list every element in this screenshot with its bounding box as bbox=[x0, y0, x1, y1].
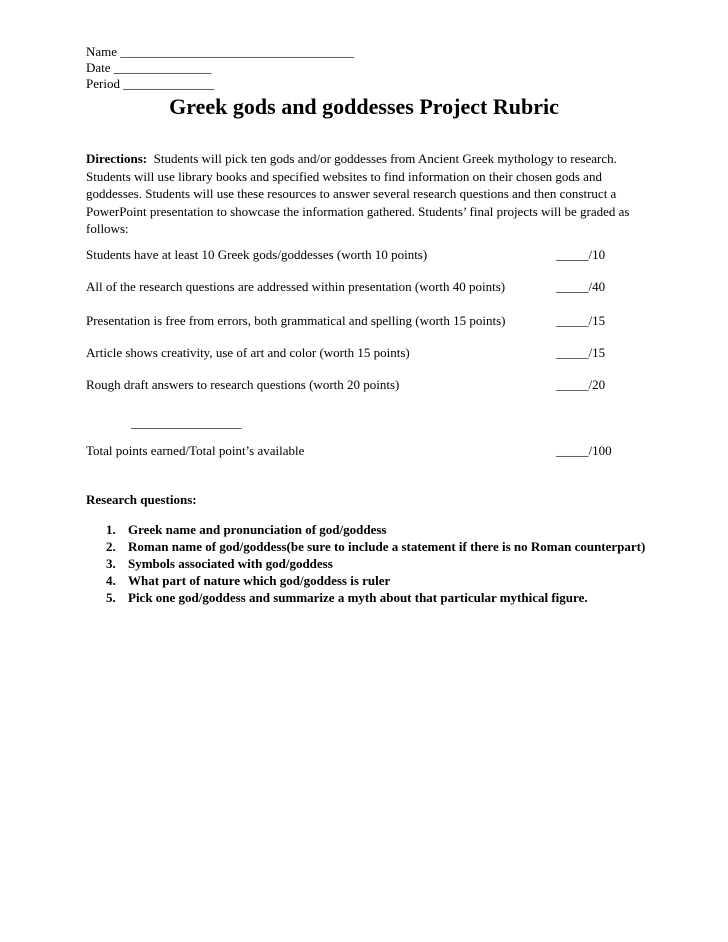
list-item-number: 2. bbox=[106, 539, 116, 554]
list-item-text: Roman name of god/goddess(be sure to include a statement if there is no Roman counterpart) bbox=[128, 539, 646, 554]
list-item-text: Greek name and pronunciation of god/goddess bbox=[128, 522, 387, 537]
list-item-number: 3. bbox=[106, 556, 116, 571]
list-item bbox=[86, 521, 646, 538]
directions-label: Directions: bbox=[86, 151, 148, 166]
list-item-number: 5. bbox=[106, 590, 116, 605]
list-item bbox=[86, 572, 646, 589]
rubric-score-blank: _____/10 bbox=[556, 247, 606, 262]
rubric-score-blank: _____/15 bbox=[556, 345, 606, 360]
rubric-criterion: Rough draft answers to research questions (worth 20 points) bbox=[86, 377, 400, 392]
research-questions-list bbox=[86, 521, 646, 606]
list-item bbox=[86, 589, 646, 606]
list-item-text: What part of nature which god/goddess is ruler bbox=[128, 573, 391, 588]
list-item-number: 1. bbox=[106, 522, 116, 537]
rubric-criterion: Article shows creativity, use of art and color (worth 15 points) bbox=[86, 345, 410, 360]
list-item-text: Symbols associated with god/goddess bbox=[128, 556, 333, 571]
directions-paragraph bbox=[86, 150, 646, 238]
list-item bbox=[86, 538, 646, 555]
rubric-score-blank: _____/40 bbox=[556, 279, 606, 294]
list-item bbox=[86, 555, 646, 572]
rubric-criterion: Students have at least 10 Greek gods/goddesses (worth 10 points) bbox=[86, 247, 428, 262]
research-questions-heading: Research questions: bbox=[86, 492, 197, 507]
directions-text: Students will pick ten gods and/or goddesses from Ancient Greek mythology to research. Students will use library books and specified websites to find information on their chosen gods and goddesses. Students will use these resources to answer several research questions and then construct a PowerPoint presentation to showcase the information gathered. Students’ final projects will be graded as follows: bbox=[86, 151, 630, 236]
name-field-line: Name ____________________________________ bbox=[86, 44, 355, 59]
rubric-criterion: Presentation is free from errors, both grammatical and spelling (worth 15 points) bbox=[86, 313, 506, 328]
rubric-score-blank: _____/15 bbox=[556, 313, 606, 328]
rubric-score-blank: _____/20 bbox=[556, 377, 606, 392]
total-label: Total points earned/Total point’s available bbox=[86, 443, 305, 458]
total-score-blank: _____/100 bbox=[556, 443, 612, 458]
period-field-line: Period ______________ bbox=[86, 76, 215, 91]
list-item-text: Pick one god/goddess and summarize a myth about that particular mythical figure. bbox=[128, 590, 588, 605]
separator-line: _________________ bbox=[131, 415, 242, 430]
list-item-number: 4. bbox=[106, 573, 116, 588]
page-title: Greek gods and goddesses Project Rubric bbox=[169, 94, 559, 119]
date-field-line: Date _______________ bbox=[86, 60, 212, 75]
rubric-criterion: All of the research questions are addressed within presentation (worth 40 points) bbox=[86, 279, 506, 294]
